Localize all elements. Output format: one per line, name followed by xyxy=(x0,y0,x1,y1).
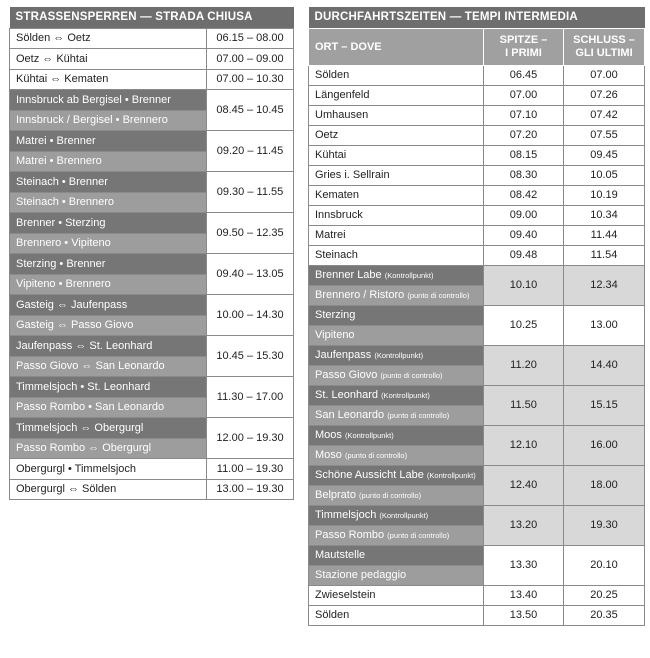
place-name: Längenfeld xyxy=(309,85,484,105)
column-header-last-it: GLI ULTIMI xyxy=(575,46,633,59)
place-name: Zwieselstein xyxy=(309,585,484,605)
closure-route: Obergurgl • Timmelsjoch xyxy=(10,459,207,480)
checkpoint-row xyxy=(309,345,645,365)
checkpoint-row xyxy=(309,465,645,485)
last-time: 09.45 xyxy=(564,145,645,165)
last-time: 07.42 xyxy=(564,105,645,125)
closure-route: Jaufenpass ⇔ St. Leonhard xyxy=(10,336,207,357)
closure-row xyxy=(10,377,294,398)
last-time: 07.55 xyxy=(564,125,645,145)
checkpoint-place-de: Brenner Labe xyxy=(315,269,382,281)
last-time: 12.34 xyxy=(564,265,645,305)
checkpoint-place-it: San Leonardo xyxy=(315,409,385,421)
checkpoint-place xyxy=(309,465,484,485)
closure-route-italian: Innsbruck / Bergisel • Brennero xyxy=(10,110,207,131)
column-header-first xyxy=(484,28,564,65)
passage-row xyxy=(309,85,645,105)
closure-route: Matrei • Brenner xyxy=(10,131,207,152)
checkpoint-place xyxy=(309,425,484,445)
first-time: 10.25 xyxy=(484,305,564,345)
checkpoint-place-it: Passo Rombo xyxy=(315,529,385,541)
last-time: 07.26 xyxy=(564,85,645,105)
passage-row xyxy=(309,125,645,145)
checkpoint-note-de: (Kontrollpunkt) xyxy=(374,351,424,360)
closure-route-italian: Matrei • Brennero xyxy=(10,151,207,172)
closure-route: Gasteig ⇔ Jaufenpass xyxy=(10,295,207,316)
closure-row xyxy=(10,90,294,111)
closure-row xyxy=(10,295,294,316)
passage-row xyxy=(309,65,645,85)
checkpoint-place-italian xyxy=(309,325,484,345)
checkpoint-place xyxy=(309,545,484,565)
closure-route-italian: Gasteig ⇔ Passo Giovo xyxy=(10,315,207,336)
checkpoint-row xyxy=(309,305,645,325)
last-time: 20.35 xyxy=(564,605,645,625)
checkpoint-place xyxy=(309,345,484,365)
checkpoint-note-de: (Kontrollpunkt) xyxy=(344,431,394,440)
closure-row xyxy=(10,213,294,234)
checkpoint-place-de: Timmelsjoch xyxy=(315,509,377,521)
checkpoint-place-it: Vipiteno xyxy=(315,329,355,341)
last-time: 13.00 xyxy=(564,305,645,345)
first-time: 10.10 xyxy=(484,265,564,305)
closure-time: 08.45 – 10.45 xyxy=(207,90,294,131)
last-time: 10.19 xyxy=(564,185,645,205)
road-closures-table xyxy=(9,7,294,500)
passage-row xyxy=(309,105,645,125)
checkpoint-note-it: (punto di controllo) xyxy=(380,371,443,380)
closure-row xyxy=(10,28,294,49)
passage-row xyxy=(309,205,645,225)
place-name: Innsbruck xyxy=(309,205,484,225)
first-time: 07.20 xyxy=(484,125,564,145)
closure-row xyxy=(10,418,294,439)
last-time: 10.34 xyxy=(564,205,645,225)
last-time: 07.00 xyxy=(564,65,645,85)
first-time: 08.15 xyxy=(484,145,564,165)
place-name: Oetz xyxy=(309,125,484,145)
closure-row xyxy=(10,172,294,193)
passage-times-title: DURCHFAHRTSZEITEN — TEMPI INTERMEDIA xyxy=(309,7,645,28)
place-name: Kühtai xyxy=(309,145,484,165)
first-time: 11.50 xyxy=(484,385,564,425)
checkpoint-note-de: (Kontrollpunkt) xyxy=(381,391,430,400)
closure-route: Kühtai ⇔ Kematen xyxy=(10,69,207,90)
closure-time: 09.40 – 13.05 xyxy=(207,254,294,295)
first-time: 07.10 xyxy=(484,105,564,125)
checkpoint-place-italian xyxy=(309,285,484,305)
first-time: 07.00 xyxy=(484,85,564,105)
last-time: 19.30 xyxy=(564,505,645,545)
first-time: 13.40 xyxy=(484,585,564,605)
closure-row xyxy=(10,131,294,152)
closure-route: Sterzing • Brenner xyxy=(10,254,207,275)
closure-time: 06.15 – 08.00 xyxy=(207,28,294,49)
checkpoint-place-italian xyxy=(309,525,484,545)
closure-row xyxy=(10,49,294,70)
last-time: 15.15 xyxy=(564,385,645,425)
last-time: 16.00 xyxy=(564,425,645,465)
checkpoint-note-it: (punto di controllo) xyxy=(407,291,470,300)
last-time: 11.54 xyxy=(564,245,645,265)
closure-route: Sölden ⇔ Oetz xyxy=(10,28,207,49)
closure-time: 10.45 – 15.30 xyxy=(207,336,294,377)
column-header-last-de: SCHLUSS – xyxy=(573,33,635,46)
column-header-place: ORT – DOVE xyxy=(309,28,484,65)
checkpoint-place-italian xyxy=(309,405,484,425)
checkpoint-place-it: Stazione pedaggio xyxy=(315,569,407,581)
closure-route: Obergurgl ⇔ Sölden xyxy=(10,479,207,500)
closure-route: Oetz ⇔ Kühtai xyxy=(10,49,207,70)
road-closures-title: STRASSENSPERREN — STRADA CHIUSA xyxy=(10,7,294,28)
closure-row xyxy=(10,479,294,500)
first-time: 08.30 xyxy=(484,165,564,185)
checkpoint-place-italian xyxy=(309,485,484,505)
closure-route-italian: Passo Giovo ⇔ San Leonardo xyxy=(10,356,207,377)
checkpoint-place-italian xyxy=(309,445,484,465)
checkpoint-note-it: (punto di controllo) xyxy=(387,411,450,420)
checkpoint-row xyxy=(309,505,645,525)
closure-route: Brenner • Sterzing xyxy=(10,213,207,234)
checkpoint-note-de: (Kontrollpunkt) xyxy=(379,511,429,520)
closure-row xyxy=(10,336,294,357)
closure-route-italian: Vipiteno • Brennero xyxy=(10,274,207,295)
closure-time: 07.00 – 09.00 xyxy=(207,49,294,70)
last-time: 20.10 xyxy=(564,545,645,585)
passage-row xyxy=(309,245,645,265)
first-time: 11.20 xyxy=(484,345,564,385)
closure-time: 11.00 – 19.30 xyxy=(207,459,294,480)
first-time: 09.00 xyxy=(484,205,564,225)
checkpoint-row xyxy=(309,425,645,445)
closure-row xyxy=(10,459,294,480)
closure-route-italian: Passo Rombo • San Leonardo xyxy=(10,397,207,418)
first-time: 13.30 xyxy=(484,545,564,585)
passage-row xyxy=(309,585,645,605)
last-time: 11.44 xyxy=(564,225,645,245)
closure-route-italian: Brennero • Vipiteno xyxy=(10,233,207,254)
checkpoint-place-de: Jaufenpass xyxy=(315,349,372,361)
closure-row xyxy=(10,254,294,275)
closure-time: 07.00 – 10.30 xyxy=(207,69,294,90)
first-time: 08.42 xyxy=(484,185,564,205)
first-time: 09.48 xyxy=(484,245,564,265)
place-name: Matrei xyxy=(309,225,484,245)
passage-times-table xyxy=(308,7,645,626)
passage-row xyxy=(309,605,645,625)
checkpoint-place-it: Brennero / Ristoro xyxy=(315,289,405,301)
checkpoint-place-de: Schöne Aussicht Labe xyxy=(315,469,424,481)
last-time: 18.00 xyxy=(564,465,645,505)
closure-time: 09.50 – 12.35 xyxy=(207,213,294,254)
closure-time: 09.30 – 11.55 xyxy=(207,172,294,213)
last-time: 14.40 xyxy=(564,345,645,385)
closure-route: Timmelsjoch • St. Leonhard xyxy=(10,377,207,398)
checkpoint-place-de: Moos xyxy=(315,429,342,441)
checkpoint-row xyxy=(309,385,645,405)
checkpoint-place-de: Sterzing xyxy=(315,309,356,321)
closure-route: Innsbruck ab Bergisel • Brenner xyxy=(10,90,207,111)
checkpoint-place-it: Belprato xyxy=(315,489,356,501)
passage-row xyxy=(309,185,645,205)
checkpoint-place-de: Mautstelle xyxy=(315,549,366,561)
closure-route: Timmelsjoch ⇔ Obergurgl xyxy=(10,418,207,439)
passage-row xyxy=(309,225,645,245)
place-name: Gries i. Sellrain xyxy=(309,165,484,185)
place-name: Umhausen xyxy=(309,105,484,125)
checkpoint-note-it: (punto di controllo) xyxy=(344,451,408,460)
checkpoint-place-de: St. Leonhard xyxy=(315,389,378,401)
first-time: 09.40 xyxy=(484,225,564,245)
checkpoint-place xyxy=(309,265,484,285)
closure-route: Steinach • Brenner xyxy=(10,172,207,193)
checkpoint-place-it: Passo Giovo xyxy=(315,369,378,381)
place-name: Steinach xyxy=(309,245,484,265)
first-time: 13.20 xyxy=(484,505,564,545)
checkpoint-row xyxy=(309,265,645,285)
column-header-last xyxy=(564,28,645,65)
checkpoint-note-de: (Kontrollpunkt) xyxy=(384,271,434,280)
closure-route-italian: Steinach • Brennero xyxy=(10,192,207,213)
closure-time: 12.00 – 19.30 xyxy=(207,418,294,459)
checkpoint-note-it: (punto di controllo) xyxy=(359,491,422,500)
first-time: 12.40 xyxy=(484,465,564,505)
place-name: Sölden xyxy=(309,65,484,85)
checkpoint-place xyxy=(309,385,484,405)
closure-time: 13.00 – 19.30 xyxy=(207,479,294,500)
last-time: 20.25 xyxy=(564,585,645,605)
first-time: 13.50 xyxy=(484,605,564,625)
last-time: 10.05 xyxy=(564,165,645,185)
checkpoint-place xyxy=(309,505,484,525)
closure-time: 11.30 – 17.00 xyxy=(207,377,294,418)
first-time: 06.45 xyxy=(484,65,564,85)
passage-row xyxy=(309,145,645,165)
closure-time: 09.20 – 11.45 xyxy=(207,131,294,172)
checkpoint-place-it: Moso xyxy=(315,449,342,461)
place-name: Sölden xyxy=(309,605,484,625)
closure-time: 10.00 – 14.30 xyxy=(207,295,294,336)
column-header-first-de: SPITZE – xyxy=(499,33,548,46)
place-name: Kematen xyxy=(309,185,484,205)
checkpoint-note-de: (Kontrollpunkt) xyxy=(426,471,476,480)
checkpoint-row xyxy=(309,545,645,565)
checkpoint-note-it: (punto di controllo) xyxy=(387,531,450,540)
column-header-first-it: I PRIMI xyxy=(505,46,542,59)
checkpoint-place-italian xyxy=(309,365,484,385)
checkpoint-place-italian xyxy=(309,565,484,585)
first-time: 12.10 xyxy=(484,425,564,465)
passage-row xyxy=(309,165,645,185)
closure-row xyxy=(10,69,294,90)
checkpoint-place xyxy=(309,305,484,325)
closure-route-italian: Passo Rombo ⇔ Obergurgl xyxy=(10,438,207,459)
